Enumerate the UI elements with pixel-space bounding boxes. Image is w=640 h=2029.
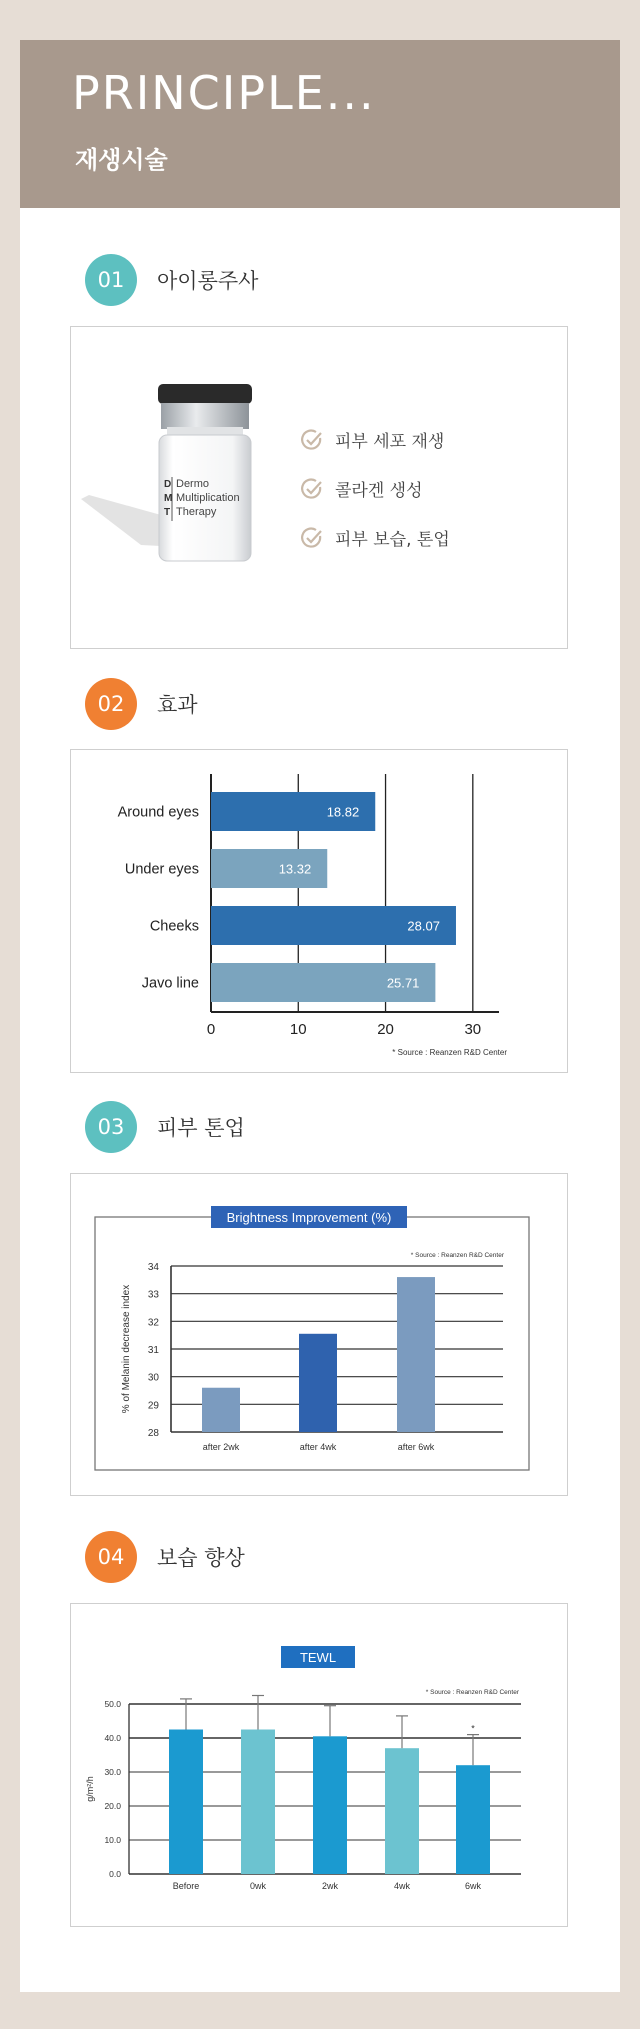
data-label: 18.82: [326, 804, 360, 820]
chart-title: Brightness Improvement (%): [226, 1210, 392, 1225]
benefit-text: 콜라겐 생성: [335, 481, 423, 501]
section-title: 아이롱주사: [157, 269, 259, 293]
vial-label-line: Therapy: [176, 506, 217, 518]
source-note: * Source : Reanzen R&D Center: [392, 1048, 507, 1057]
product-panel: [70, 326, 568, 649]
bar: [397, 1277, 435, 1432]
vial-letter: M: [164, 493, 173, 504]
bar: [385, 1748, 419, 1874]
tick-label: 50.0: [104, 1699, 121, 1709]
category-label: 0wk: [249, 1881, 267, 1891]
bar: [241, 1730, 275, 1875]
category-label: 4wk: [393, 1881, 411, 1891]
tick-label: 40.0: [104, 1733, 121, 1743]
brightness-bar-chart: [71, 1174, 567, 1495]
tick-label: 30: [464, 1021, 482, 1038]
category-label: 6wk: [464, 1881, 482, 1891]
tick-label: 30.0: [104, 1767, 121, 1777]
vial-label-line: Multiplication: [176, 492, 240, 504]
bar: [456, 1765, 490, 1874]
chart-title: TEWL: [299, 1650, 337, 1665]
tewl-bar-chart: [71, 1604, 567, 1926]
section-title: 보습 향상: [157, 1546, 245, 1570]
vial-label-line: Dermo: [176, 478, 210, 490]
check-circle-icon: [301, 527, 323, 549]
category-label: after 2wk: [202, 1442, 240, 1452]
tick-label: 28: [147, 1428, 159, 1439]
list-item: [301, 464, 450, 513]
check-circle-icon: [301, 429, 323, 451]
section-number-badge: 02: [85, 678, 137, 730]
data-label: 13.32: [278, 861, 312, 877]
page-title: PRINCIPLE...: [72, 66, 376, 120]
tick-label: 29: [147, 1400, 159, 1412]
page-header: [20, 40, 620, 208]
category-label: Before: [172, 1881, 200, 1891]
brightness-chart-panel: [70, 1173, 568, 1496]
section-heading-3: [85, 1100, 245, 1154]
benefit-list: [301, 415, 450, 562]
check-circle-icon: [301, 478, 323, 500]
effect-bar-chart: [71, 750, 567, 1072]
category-label: after 4wk: [299, 1442, 337, 1452]
list-item: [301, 415, 450, 464]
tick-label: 30: [147, 1372, 159, 1384]
category-label: Javo line: [141, 975, 199, 992]
section-heading-1: [85, 253, 258, 307]
tick-label: 20: [377, 1021, 394, 1038]
section-heading-4: [85, 1530, 245, 1584]
tick-label: 0.0: [109, 1869, 121, 1879]
tick-label: 33: [147, 1289, 159, 1301]
section-title: 피부 톤업: [157, 1116, 245, 1140]
tick-label: 32: [147, 1317, 159, 1329]
bar: [202, 1388, 240, 1432]
section-number-badge: 01: [85, 254, 137, 306]
content-card: [20, 40, 620, 1992]
category-label: Around eyes: [117, 804, 199, 821]
category-label: Cheeks: [149, 918, 199, 935]
tick-label: 10: [289, 1021, 307, 1038]
effect-chart-panel: [70, 749, 568, 1073]
list-item: [301, 513, 450, 562]
section-number-badge: 04: [85, 1531, 137, 1583]
y-axis-label: g/m²/h: [85, 1776, 95, 1802]
category-label: after 6wk: [397, 1442, 435, 1452]
vial-letter: T: [164, 507, 171, 518]
page-subtitle: 재생시술: [75, 146, 168, 174]
significance-mark: *: [471, 1723, 475, 1734]
bar: [313, 1736, 347, 1874]
data-label: 28.07: [407, 918, 440, 934]
section-heading-2: [85, 677, 198, 731]
category-label: 2wk: [321, 1881, 339, 1891]
tick-label: 20.0: [104, 1801, 121, 1811]
tick-label: 0: [206, 1021, 216, 1038]
tick-label: 34: [147, 1262, 159, 1273]
tick-label: 10.0: [104, 1835, 121, 1845]
tick-label: 31: [147, 1345, 159, 1356]
category-label: Under eyes: [124, 861, 199, 878]
source-note: * Source : Reanzen R&D Center: [410, 1252, 504, 1259]
source-note: * Source : Reanzen R&D Center: [425, 1689, 519, 1696]
y-axis-label: % of Melanin decrease index: [121, 1284, 132, 1414]
bar: [299, 1334, 337, 1432]
benefit-text: 피부 보습, 톤업: [335, 530, 450, 550]
bar: [169, 1730, 203, 1875]
benefit-text: 피부 세포 재생: [335, 432, 445, 452]
data-label: 25.71: [386, 975, 420, 991]
section-title: 효과: [157, 693, 198, 717]
vial-letter: D: [164, 479, 172, 490]
tewl-chart-panel: [70, 1603, 568, 1927]
section-number-badge: 03: [85, 1101, 137, 1153]
